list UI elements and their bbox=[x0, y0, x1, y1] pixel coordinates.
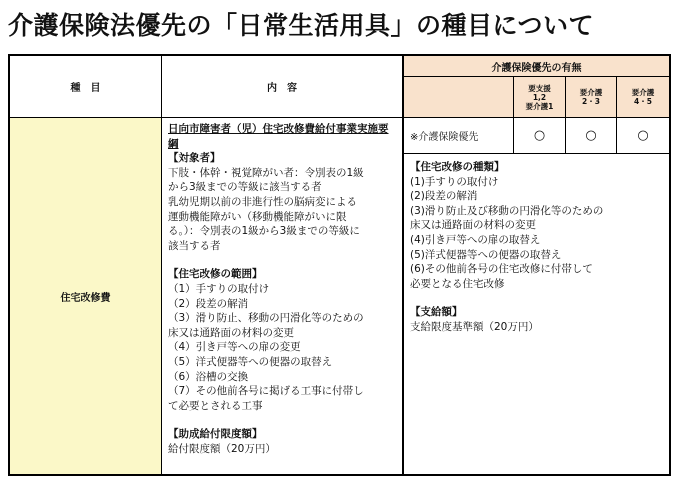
header-category: 種 目 bbox=[10, 56, 162, 118]
target-line: から3級までの等級に該当する者 bbox=[168, 181, 322, 194]
types-line: 必要となる住宅改修 bbox=[410, 277, 505, 290]
header-level-3 bbox=[617, 77, 669, 118]
scope-title: 【住宅改修の範囲】 bbox=[168, 268, 263, 281]
types-title: 【住宅改修の種類】 bbox=[410, 161, 505, 173]
level-1-line-1: 要支援 bbox=[528, 83, 551, 93]
pay-value: 支給限度基準額（20万円） bbox=[410, 320, 539, 333]
header-priority: 介護保険優先の有無 bbox=[404, 56, 669, 77]
left-content-cell bbox=[162, 118, 404, 474]
target-line: る。）：令別表の1級から3級までの等級に bbox=[168, 225, 360, 238]
target-title: 【対象者】 bbox=[168, 152, 221, 165]
right-content-cell bbox=[404, 154, 669, 474]
target-line: 該当する者 bbox=[168, 239, 221, 252]
mark-level-1: ○ bbox=[514, 118, 566, 154]
types-line: (2)段差の解消 bbox=[410, 190, 478, 203]
target-line: 運動機能障がい（移動機能障がいに限 bbox=[168, 210, 347, 223]
mark-level-2: ○ bbox=[566, 118, 617, 154]
scope-line: （6）浴槽の交換 bbox=[168, 370, 249, 383]
level-3-line-1: 要介護 bbox=[631, 88, 655, 97]
limit-value: 給付限度額（20万円） bbox=[168, 442, 276, 455]
target-line: 下肢・体幹・視覚障がい者：令別表の1級 bbox=[168, 166, 364, 179]
scope-line: （3）滑り防止、移動の円滑化等のための bbox=[168, 312, 364, 325]
scope-line: て必要とされる工事 bbox=[168, 399, 263, 412]
types-line: (6)その他前各号の住宅改修に付帯して bbox=[410, 263, 593, 276]
header-level-1 bbox=[514, 77, 566, 118]
target-line: 乳幼児期以前の非進行性の脳病変による bbox=[168, 195, 357, 208]
page-title: 介護保険法優先の「日常生活用具」の種目について bbox=[8, 11, 595, 40]
pay-title: 【支給額】 bbox=[410, 306, 463, 319]
types-line: 床又は通路面の材料の変更 bbox=[410, 219, 536, 232]
level-1-line-2: 1,2 bbox=[532, 92, 547, 102]
header-priority-blank bbox=[404, 77, 514, 118]
scope-line: （1）手すりの取付け bbox=[168, 282, 270, 295]
level-3-line-2: 4・5 bbox=[634, 97, 652, 106]
scope-line: 床又は通路面の材料の変更 bbox=[168, 326, 294, 339]
level-2-line-1: 要介護 bbox=[579, 88, 603, 97]
scope-line: （7）その他前各号に掲げる工事に付帯し bbox=[168, 385, 364, 398]
level-2-line-2: 2・3 bbox=[582, 97, 600, 106]
types-line: (4)引き戸等への扉の取替え bbox=[410, 233, 541, 246]
level-1-line-3: 要介護1 bbox=[525, 101, 554, 111]
header-level-2 bbox=[566, 77, 617, 118]
types-line: (3)滑り防止及び移動の円滑化等のための bbox=[410, 204, 604, 217]
header-content: 内 容 bbox=[162, 56, 404, 118]
scope-line: （4）引き戸等への扉の変更 bbox=[168, 341, 301, 354]
scheme-heading: 日向市障害者（児）住宅改修費給付事業実施要綱 bbox=[168, 123, 389, 150]
types-line: (5)洋式便器等への便器の取替え bbox=[410, 248, 562, 261]
scope-line: （5）洋式便器等への便器の取替え bbox=[168, 355, 333, 368]
types-line: (1)手すりの取付け bbox=[410, 175, 499, 188]
mark-level-3: ○ bbox=[617, 118, 669, 154]
scope-line: （2）段差の解消 bbox=[168, 297, 249, 310]
category-cell: 住宅改修費 bbox=[10, 118, 162, 474]
priority-note: ※介護保険優先 bbox=[404, 118, 514, 154]
limit-title: 【助成給付限度額】 bbox=[168, 428, 263, 441]
